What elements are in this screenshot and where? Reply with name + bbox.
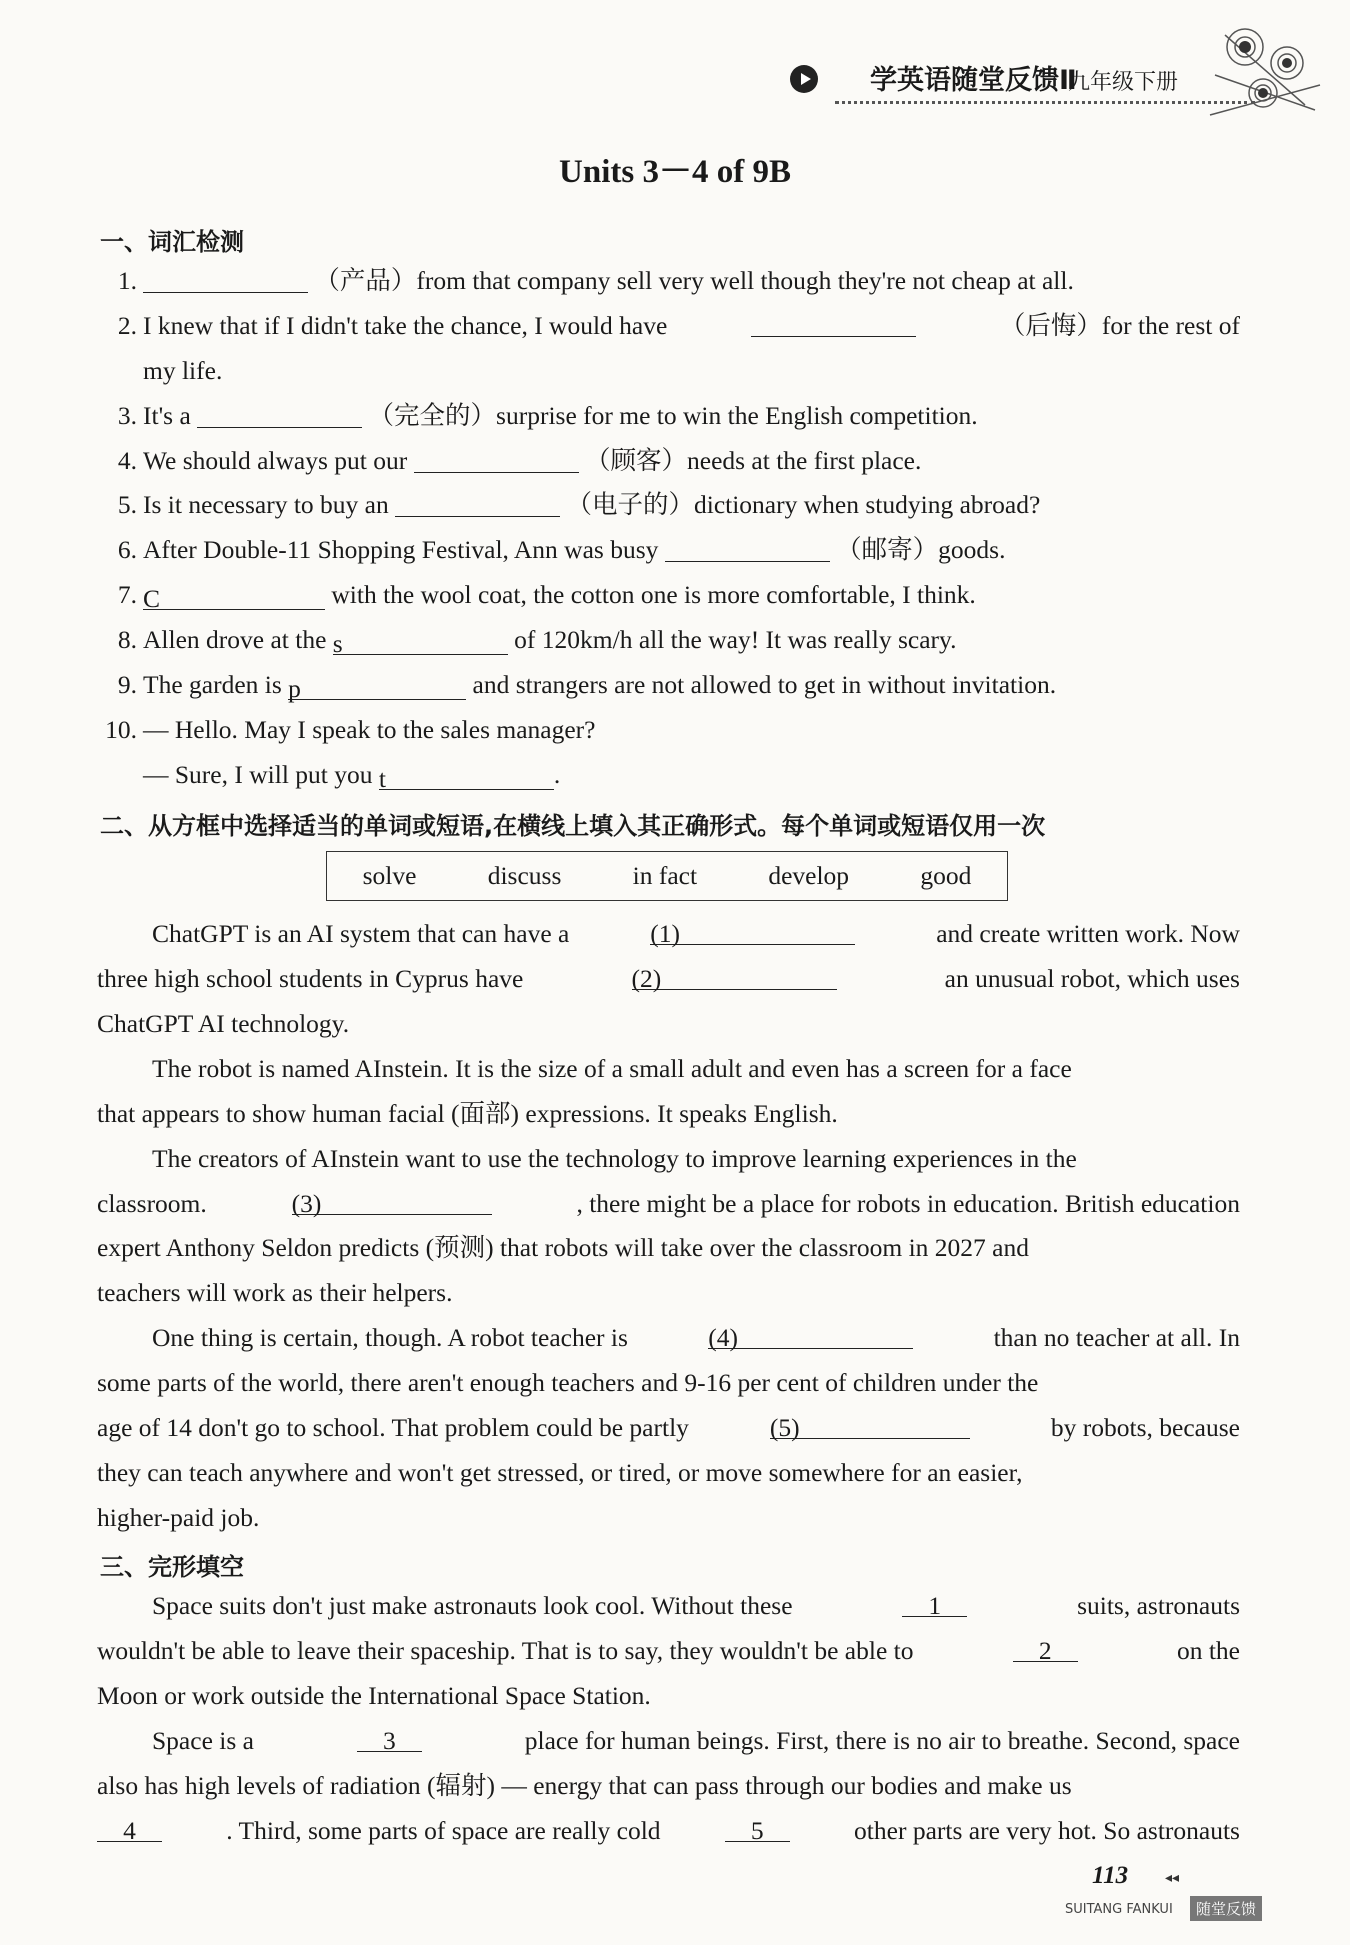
passage-line: One thing is certain, though. A robot teacher is (4) than no teacher at all. In: [152, 1323, 1240, 1352]
sunflower-decoration-icon: [1205, 15, 1325, 125]
word-option: in fact: [632, 861, 698, 890]
vocab-item-4: 4. We should always put our （顾客）needs at the first place.: [117, 446, 922, 475]
vocab-item-10-reply: — Sure, I will put you t .: [143, 760, 561, 793]
cloze-line: Moon or work outside the International Space Station.: [97, 1681, 651, 1710]
passage-line: they can teach anywhere and won't get stressed, or tired, or move somewhere for an easier,: [97, 1458, 1023, 1487]
grade-label: 九年级下册: [1068, 70, 1179, 95]
passage-line: teachers will work as their helpers.: [97, 1278, 453, 1307]
page-number: 113: [1092, 1862, 1129, 1889]
vocab-item-2: 2. I knew that if I didn't take the chance, I would have （后悔）for the rest of: [117, 311, 1240, 340]
vocab-item-7: 7. C with the wool coat, the cotton one is more comfortable, I think.: [117, 580, 976, 613]
passage-line: that appears to show human facial (面部) expressions. It speaks English.: [97, 1099, 838, 1128]
vocab-item-3: 3. It's a （完全的）surprise for me to win the English competition.: [117, 401, 978, 430]
passage-line: expert Anthony Seldon predicts (预测) that robots will take over the classroom in 2027 and: [97, 1233, 1029, 1262]
vocab-item-8: 8. Allen drove at the s of 120km/h all the way! It was really scary.: [117, 625, 957, 658]
page-title: Units 3－4 of 9B: [559, 154, 791, 190]
section2-heading: 二、从方框中选择适当的单词或短语,在横线上填入其正确形式。每个单词或短语仅用一次: [100, 812, 1046, 840]
vocab-item-1: 1. （产品）from that company sell very well though they're not cheap at all.: [117, 266, 1074, 295]
passage-line: some parts of the world, there aren't enough teachers and 9-16 per cent of children under the: [97, 1368, 1039, 1397]
passage-line: The creators of AInstein want to use the technology to improve learning experiences in the: [152, 1144, 1077, 1173]
footer-logo-text: SUITANG FANKUI: [1065, 1902, 1173, 1917]
vocab-item-5: 5. Is it necessary to buy an （电子的）dictionary when studying abroad?: [117, 490, 1041, 519]
vocab-item-2-cont: my life.: [143, 356, 223, 385]
play-icon: [790, 65, 818, 93]
cloze-line: Space is a 3 place for human beings. First, there is no air to breathe. Second, space: [152, 1726, 1240, 1755]
passage-line: ChatGPT is an AI system that can have a (1) and create written work. Now: [152, 919, 1240, 948]
passage-line: age of 14 don't go to school. That problem could be partly (5) by robots, because: [97, 1413, 1240, 1442]
passage-line: The robot is named AInstein. It is the size of a small adult and even has a screen for a face: [152, 1054, 1072, 1083]
section1-heading: 一、词汇检测: [100, 228, 244, 256]
cloze-line: Space suits don't just make astronauts look cool. Without these 1 suits, astronauts: [152, 1591, 1240, 1620]
brand-title: 学英语随堂反馈Ⅱ: [870, 65, 1077, 96]
vocab-item-9: 9. The garden is p and strangers are not allowed to get in without invitation.: [117, 670, 1057, 703]
footer-badge: 随堂反馈: [1190, 1896, 1262, 1921]
cloze-line: also has high levels of radiation (辐射) — energy that can pass through our bodies and make us: [97, 1771, 1072, 1800]
page-header: [0, 0, 1350, 130]
vocab-item-10: 10. — Hello. May I speak to the sales manager?: [105, 715, 596, 744]
passage-line: classroom. (3) , there might be a place for robots in education. British education: [97, 1189, 1240, 1218]
passage-line: ChatGPT AI technology.: [97, 1009, 350, 1038]
word-box: [326, 851, 1008, 901]
section3-heading: 三、完形填空: [100, 1553, 244, 1581]
cloze-line: wouldn't be able to leave their spaceship. That is to say, they wouldn't be able to 2 on the: [97, 1636, 1240, 1665]
arrows-icon: ◂◂: [1165, 1871, 1180, 1886]
vocab-item-6: 6. After Double-11 Shopping Festival, Ann was busy （邮寄）goods.: [117, 535, 1006, 564]
passage-line: higher-paid job.: [97, 1503, 260, 1532]
word-option: good: [920, 861, 972, 890]
word-option: solve: [362, 861, 417, 890]
word-option: develop: [768, 861, 850, 890]
cloze-line: 4 . Third, some parts of space are really cold 5 other parts are very hot. So astronauts: [97, 1815, 1240, 1847]
passage-line: three high school students in Cyprus have (2) an unusual robot, which uses: [97, 964, 1240, 993]
word-option: discuss: [487, 861, 562, 890]
header-dotted-line: [835, 101, 1255, 104]
